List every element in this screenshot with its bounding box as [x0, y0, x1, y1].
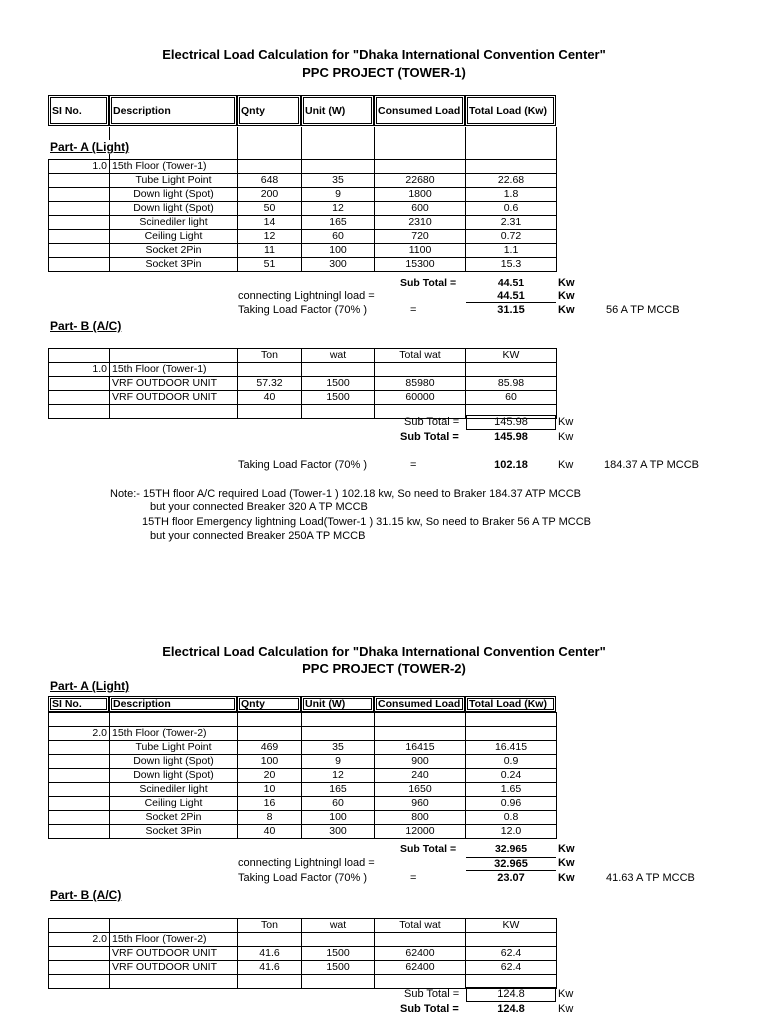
table-cell: 100 [302, 811, 375, 825]
table-cell: 1500 [302, 961, 375, 975]
table-cell [238, 363, 302, 377]
table-cell: 62.4 [466, 961, 557, 975]
table-cell: 50 [238, 202, 302, 216]
table-cell [110, 713, 238, 727]
table-cell: VRF OUTDOOR UNIT [110, 377, 238, 391]
tower1-ac-taking-unit: Kw [558, 459, 574, 471]
table-cell [110, 405, 238, 419]
table-cell: 60 [302, 797, 375, 811]
table-cell: 1.0 [49, 363, 110, 377]
table-row [49, 919, 557, 933]
table-cell [466, 933, 557, 947]
table-cell: 12.0 [466, 825, 557, 839]
table-cell [49, 961, 110, 975]
table-cell [238, 933, 302, 947]
header-unit: Unit (W) [301, 696, 374, 712]
table-cell: 22.68 [466, 174, 557, 188]
table-cell: 15th Floor (Tower-2) [110, 727, 238, 741]
tower1-ac-taking-value: 102.18 [494, 459, 528, 471]
table-cell: 15th Floor (Tower-1) [110, 363, 238, 377]
table-cell: 40 [238, 825, 302, 839]
tower2-taking-unit: Kw [558, 872, 575, 884]
table-row [49, 230, 557, 244]
table-cell: 960 [375, 797, 466, 811]
table-cell: 12 [302, 202, 375, 216]
table-cell: 1500 [302, 391, 375, 405]
table-cell: 15th Floor (Tower-2) [110, 933, 238, 947]
table-row [49, 811, 557, 825]
table-cell: 200 [238, 188, 302, 202]
tower1-taking-value: 31.15 [497, 304, 525, 316]
tower2-taking-label: Taking Load Factor (70% ) [238, 872, 368, 884]
table-cell: 1.1 [466, 244, 557, 258]
table-cell [49, 244, 110, 258]
table-cell: Scinediler light [110, 216, 238, 230]
table-cell: 16.415 [466, 741, 557, 755]
table-cell [238, 713, 302, 727]
tower1-ac-taking-eq: = [410, 459, 417, 471]
tower1-subtitle: PPC PROJECT (TOWER-1) [302, 65, 466, 80]
table-row [49, 244, 557, 258]
table-cell: KW [466, 349, 557, 363]
tower2-part-a-heading: Part- A (Light) [50, 679, 130, 693]
tower1-light-table [48, 159, 557, 272]
table-cell: 60 [466, 391, 557, 405]
table-cell: 2310 [375, 216, 466, 230]
table-cell [375, 363, 466, 377]
table-row [49, 755, 557, 769]
tower1-mccb-ac: 184.37 A TP MCCB [604, 459, 699, 471]
tower1-connecting-value: 44.51 [466, 290, 556, 303]
table-cell: 15.3 [466, 258, 557, 272]
tower1-taking-unit: Kw [558, 304, 575, 316]
tower2-light-table [48, 712, 557, 839]
table-cell [49, 202, 110, 216]
table-cell: 12 [302, 769, 375, 783]
table-cell [375, 975, 466, 989]
tower2-taking-eq: = [410, 872, 417, 884]
tower1-part-b-heading: Part- B (A/C) [50, 319, 122, 333]
table-cell [375, 160, 466, 174]
table-cell [49, 216, 110, 230]
table-cell [238, 405, 302, 419]
table-cell: VRF OUTDOOR UNIT [110, 947, 238, 961]
table-cell: 51 [238, 258, 302, 272]
tower2-ac-subtotal1-unit: Kw [558, 988, 574, 1000]
table-cell: 15th Floor (Tower-1) [110, 160, 238, 174]
table-cell: 1500 [302, 947, 375, 961]
header-qnty: Qnty [237, 95, 301, 126]
tower2-ac-subtotal2-label: Sub Total = [400, 1003, 459, 1015]
table-cell [302, 727, 375, 741]
table-cell [49, 391, 110, 405]
tower1-mccb-light: 56 A TP MCCB [606, 304, 680, 316]
tower1-subtotal-label: Sub Total = [400, 277, 457, 289]
table-cell: 1800 [375, 188, 466, 202]
table-cell: Down light (Spot) [110, 755, 238, 769]
table-cell [49, 755, 110, 769]
tower2-connecting-unit: Kw [558, 857, 575, 869]
table-cell: Total wat [375, 349, 466, 363]
table-cell: VRF OUTDOOR UNIT [110, 391, 238, 405]
table-row [49, 933, 557, 947]
table-cell [49, 258, 110, 272]
table-cell: 0.6 [466, 202, 557, 216]
table-cell [238, 727, 302, 741]
tower2-subtotal-unit: Kw [558, 843, 575, 855]
table-row [49, 783, 557, 797]
table-cell: Socket 3Pin [110, 825, 238, 839]
table-cell [302, 405, 375, 419]
note-line-1: Note:- 15TH floor A/C required Load (Tower-1 ) 102.18 kw, So need to Braker 184.37 ATP MCCB [110, 488, 581, 500]
table-cell: Down light (Spot) [110, 769, 238, 783]
tower1-ac-subtotal2-label: Sub Total = [400, 431, 459, 443]
table-cell: 0.8 [466, 811, 557, 825]
header-description: Description [109, 696, 237, 712]
table-cell [375, 713, 466, 727]
table-cell: 2.0 [49, 933, 110, 947]
table-cell: wat [302, 349, 375, 363]
tower1-connecting-label: connecting Lightningl load = [238, 290, 375, 302]
table-cell: Ceiling Light [110, 797, 238, 811]
table-cell [49, 174, 110, 188]
table-cell: 900 [375, 755, 466, 769]
table-cell [110, 919, 238, 933]
tower2-ac-subtotal1-value: 124.8 [466, 987, 556, 1002]
table-cell: 9 [302, 188, 375, 202]
table-row [49, 363, 557, 377]
header-sl-no: SI No. [48, 696, 109, 712]
table-cell [49, 349, 110, 363]
table-cell [302, 975, 375, 989]
table-row [49, 174, 557, 188]
tower2-ac-subtotal2-unit: Kw [558, 1003, 574, 1015]
table-cell: 800 [375, 811, 466, 825]
table-cell [49, 783, 110, 797]
table-cell [238, 160, 302, 174]
table-cell: 100 [238, 755, 302, 769]
table-cell: 16 [238, 797, 302, 811]
table-cell: 648 [238, 174, 302, 188]
table-cell: 62.4 [466, 947, 557, 961]
tower2-connecting-value: 32.965 [466, 857, 556, 871]
tower1-header-table [48, 95, 556, 126]
table-cell: 100 [302, 244, 375, 258]
table-cell: 1500 [302, 377, 375, 391]
table-cell [49, 947, 110, 961]
table-cell: 9 [302, 755, 375, 769]
table-cell: wat [302, 919, 375, 933]
table-cell: 14 [238, 216, 302, 230]
table-cell: 2.31 [466, 216, 557, 230]
table-cell: 40 [238, 391, 302, 405]
table-cell [375, 933, 466, 947]
header-unit: Unit (W) [301, 95, 374, 126]
table-row [49, 188, 557, 202]
tower1-ac-table [48, 348, 557, 419]
table-cell [49, 797, 110, 811]
tower2-subtotal-value: 32.965 [494, 843, 528, 855]
table-row [49, 202, 557, 216]
tower2-header-table [48, 696, 556, 712]
table-cell [49, 405, 110, 419]
table-cell: 15300 [375, 258, 466, 272]
table-row [49, 160, 557, 174]
tower2-ac-subtotal1-label: Sub Total = [404, 988, 460, 1000]
table-cell: 35 [302, 174, 375, 188]
tower2-ac-table [48, 918, 557, 989]
table-cell: 1.8 [466, 188, 557, 202]
header-total-load: Total Load (Kw) [465, 95, 556, 126]
table-row [49, 825, 557, 839]
table-cell: 1.0 [49, 160, 110, 174]
tower1-part-a-heading: Part- A (Light) [50, 140, 130, 154]
table-cell: 165 [302, 216, 375, 230]
table-row [49, 797, 557, 811]
note-line-2: but your connected Breaker 320 A TP MCCB [150, 501, 368, 513]
table-cell: 0.24 [466, 769, 557, 783]
table-cell: 0.72 [466, 230, 557, 244]
table-cell: 62400 [375, 961, 466, 975]
tower1-taking-label: Taking Load Factor (70% ) [238, 304, 368, 316]
tower1-connecting-unit: Kw [558, 290, 575, 302]
table-cell: Down light (Spot) [110, 202, 238, 216]
table-cell: 35 [302, 741, 375, 755]
table-cell [375, 727, 466, 741]
table-cell: 20 [238, 769, 302, 783]
header-consumed-load: Consumed Load [374, 696, 465, 712]
table-row [49, 947, 557, 961]
table-cell: 1650 [375, 783, 466, 797]
table-row [49, 727, 557, 741]
table-cell: 600 [375, 202, 466, 216]
table-cell: 62400 [375, 947, 466, 961]
table-cell: 60 [302, 230, 375, 244]
table-row [49, 741, 557, 755]
table-row [49, 961, 557, 975]
table-cell [466, 363, 557, 377]
table-cell: Down light (Spot) [110, 188, 238, 202]
table-cell: 469 [238, 741, 302, 755]
table-cell: 240 [375, 769, 466, 783]
table-row [49, 258, 557, 272]
table-cell [238, 975, 302, 989]
table-cell: 57.32 [238, 377, 302, 391]
tower1-ac-taking-label: Taking Load Factor (70% ) [238, 459, 368, 471]
table-cell: Ton [238, 349, 302, 363]
note-line-4: but your connected Breaker 250A TP MCCB [150, 530, 366, 542]
header-total-load: Total Load (Kw) [465, 696, 556, 712]
table-cell [49, 741, 110, 755]
tower2-taking-value: 23.07 [497, 872, 525, 884]
table-cell: Total wat [375, 919, 466, 933]
table-cell [49, 919, 110, 933]
table-cell: 8 [238, 811, 302, 825]
table-cell [49, 811, 110, 825]
table-cell: Socket 2Pin [110, 244, 238, 258]
table-cell: Ton [238, 919, 302, 933]
tower1-subtotal-unit: Kw [558, 277, 575, 289]
table-cell: 22680 [375, 174, 466, 188]
table-cell [49, 975, 110, 989]
table-cell: Scinediler light [110, 783, 238, 797]
tower2-subtitle: PPC PROJECT (TOWER-2) [302, 661, 466, 676]
tower2-subtotal-label: Sub Total = [400, 843, 457, 855]
header-sl-no: SI No. [48, 95, 109, 126]
table-cell: 0.9 [466, 755, 557, 769]
table-row [49, 391, 557, 405]
tower1-ac-subtotal1-label: Sub Total = [404, 416, 460, 428]
header-description: Description [109, 95, 237, 126]
tower2-part-b-heading: Part- B (A/C) [50, 888, 122, 902]
table-cell [49, 188, 110, 202]
tower1-ac-subtotal2-unit: Kw [558, 431, 574, 443]
header-consumed-load: Consumed Load [374, 95, 465, 126]
table-row [49, 713, 557, 727]
table-cell: Socket 2Pin [110, 811, 238, 825]
table-cell: Socket 3Pin [110, 258, 238, 272]
table-cell [49, 713, 110, 727]
table-cell: 300 [302, 825, 375, 839]
table-cell [466, 713, 557, 727]
table-cell [49, 230, 110, 244]
table-row [49, 377, 557, 391]
table-cell: KW [466, 919, 557, 933]
table-cell [49, 825, 110, 839]
table-cell [466, 727, 557, 741]
table-cell: 12000 [375, 825, 466, 839]
table-row [49, 769, 557, 783]
table-cell: 85980 [375, 377, 466, 391]
table-cell: 1.65 [466, 783, 557, 797]
tower1-ac-subtotal1-unit: Kw [558, 416, 574, 428]
table-cell [110, 975, 238, 989]
table-cell: 0.96 [466, 797, 557, 811]
table-cell [49, 377, 110, 391]
table-cell: 11 [238, 244, 302, 258]
table-cell: 41.6 [238, 961, 302, 975]
table-cell [302, 160, 375, 174]
tower1-ac-subtotal1-value: 145.98 [466, 415, 556, 430]
table-cell: 300 [302, 258, 375, 272]
tower1-taking-eq: = [410, 304, 417, 316]
tower2-connecting-label: connecting Lightningl load = [238, 857, 375, 869]
tower2-ac-subtotal2-value: 124.8 [497, 1003, 525, 1015]
table-row [49, 216, 557, 230]
table-cell: 41.6 [238, 947, 302, 961]
table-cell [302, 363, 375, 377]
table-cell: Tube Light Point [110, 741, 238, 755]
table-cell: VRF OUTDOOR UNIT [110, 961, 238, 975]
table-cell: Tube Light Point [110, 174, 238, 188]
table-cell: 10 [238, 783, 302, 797]
tower2-mccb-light: 41.63 A TP MCCB [606, 872, 695, 884]
table-cell: 720 [375, 230, 466, 244]
table-cell: 165 [302, 783, 375, 797]
table-cell: 60000 [375, 391, 466, 405]
tower1-subtotal-value: 44.51 [497, 277, 525, 289]
table-row [49, 349, 557, 363]
table-cell [302, 713, 375, 727]
tower1-ac-subtotal2-value: 145.98 [494, 431, 528, 443]
table-cell: Ceiling Light [110, 230, 238, 244]
table-cell: 2.0 [49, 727, 110, 741]
table-cell [302, 933, 375, 947]
table-cell [49, 769, 110, 783]
header-qnty: Qnty [237, 696, 301, 712]
table-cell [110, 349, 238, 363]
table-cell: 85.98 [466, 377, 557, 391]
table-cell: 16415 [375, 741, 466, 755]
table-cell [466, 160, 557, 174]
note-line-3: 15TH floor Emergency lightning Load(Tower-1 ) 31.15 kw, So need to Braker 56 A TP MCCB [142, 516, 591, 528]
tower2-title: Electrical Load Calculation for "Dhaka International Convention Center" [162, 644, 606, 659]
table-cell: 1100 [375, 244, 466, 258]
tower1-title: Electrical Load Calculation for "Dhaka International Convention Center" [162, 47, 606, 62]
table-cell: 12 [238, 230, 302, 244]
